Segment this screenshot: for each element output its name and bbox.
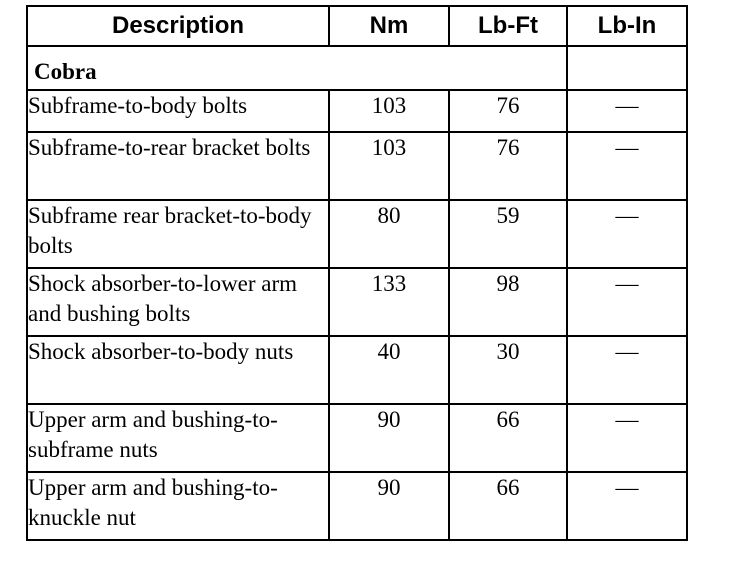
row-lbin: — — [567, 336, 687, 404]
torque-spec-table — [26, 5, 688, 541]
row-lbft: 98 — [449, 268, 567, 336]
table-header-row — [27, 6, 687, 46]
row-nm: 80 — [329, 200, 449, 268]
table-row — [27, 200, 687, 268]
row-nm: 133 — [329, 268, 449, 336]
table-row — [27, 268, 687, 336]
row-nm: 90 — [329, 404, 449, 472]
section-empty-cell — [567, 46, 687, 90]
row-lbin: — — [567, 90, 687, 132]
row-lbin: — — [567, 404, 687, 472]
row-lbft: 66 — [449, 404, 567, 472]
row-lbin: — — [567, 132, 687, 200]
row-description: Subframe-to-rear bracket bolts — [27, 132, 329, 200]
row-lbft: 76 — [449, 90, 567, 132]
table-row — [27, 404, 687, 472]
row-lbft: 30 — [449, 336, 567, 404]
header-description: Description — [27, 6, 329, 46]
table-row — [27, 90, 687, 132]
table-row — [27, 336, 687, 404]
header-nm: Nm — [329, 6, 449, 46]
row-lbin: — — [567, 268, 687, 336]
row-lbin: — — [567, 472, 687, 540]
row-description: Shock absorber-to-lower arm and bushing bolts — [27, 268, 329, 336]
section-title: Cobra — [27, 46, 567, 90]
header-lbft: Lb-Ft — [449, 6, 567, 46]
row-lbin: — — [567, 200, 687, 268]
row-lbft: 76 — [449, 132, 567, 200]
row-description: Upper arm and bushing-to-subframe nuts — [27, 404, 329, 472]
section-row — [27, 46, 687, 90]
row-lbft: 59 — [449, 200, 567, 268]
row-lbft: 66 — [449, 472, 567, 540]
row-nm: 40 — [329, 336, 449, 404]
row-nm: 90 — [329, 472, 449, 540]
row-nm: 103 — [329, 132, 449, 200]
row-description: Shock absorber-to-body nuts — [27, 336, 329, 404]
header-lbin: Lb-In — [567, 6, 687, 46]
row-description: Upper arm and bushing-to-knuckle nut — [27, 472, 329, 540]
row-description: Subframe rear bracket-to-body bolts — [27, 200, 329, 268]
row-description: Subframe-to-body bolts — [27, 90, 329, 132]
row-nm: 103 — [329, 90, 449, 132]
table-row — [27, 132, 687, 200]
table-row — [27, 472, 687, 540]
